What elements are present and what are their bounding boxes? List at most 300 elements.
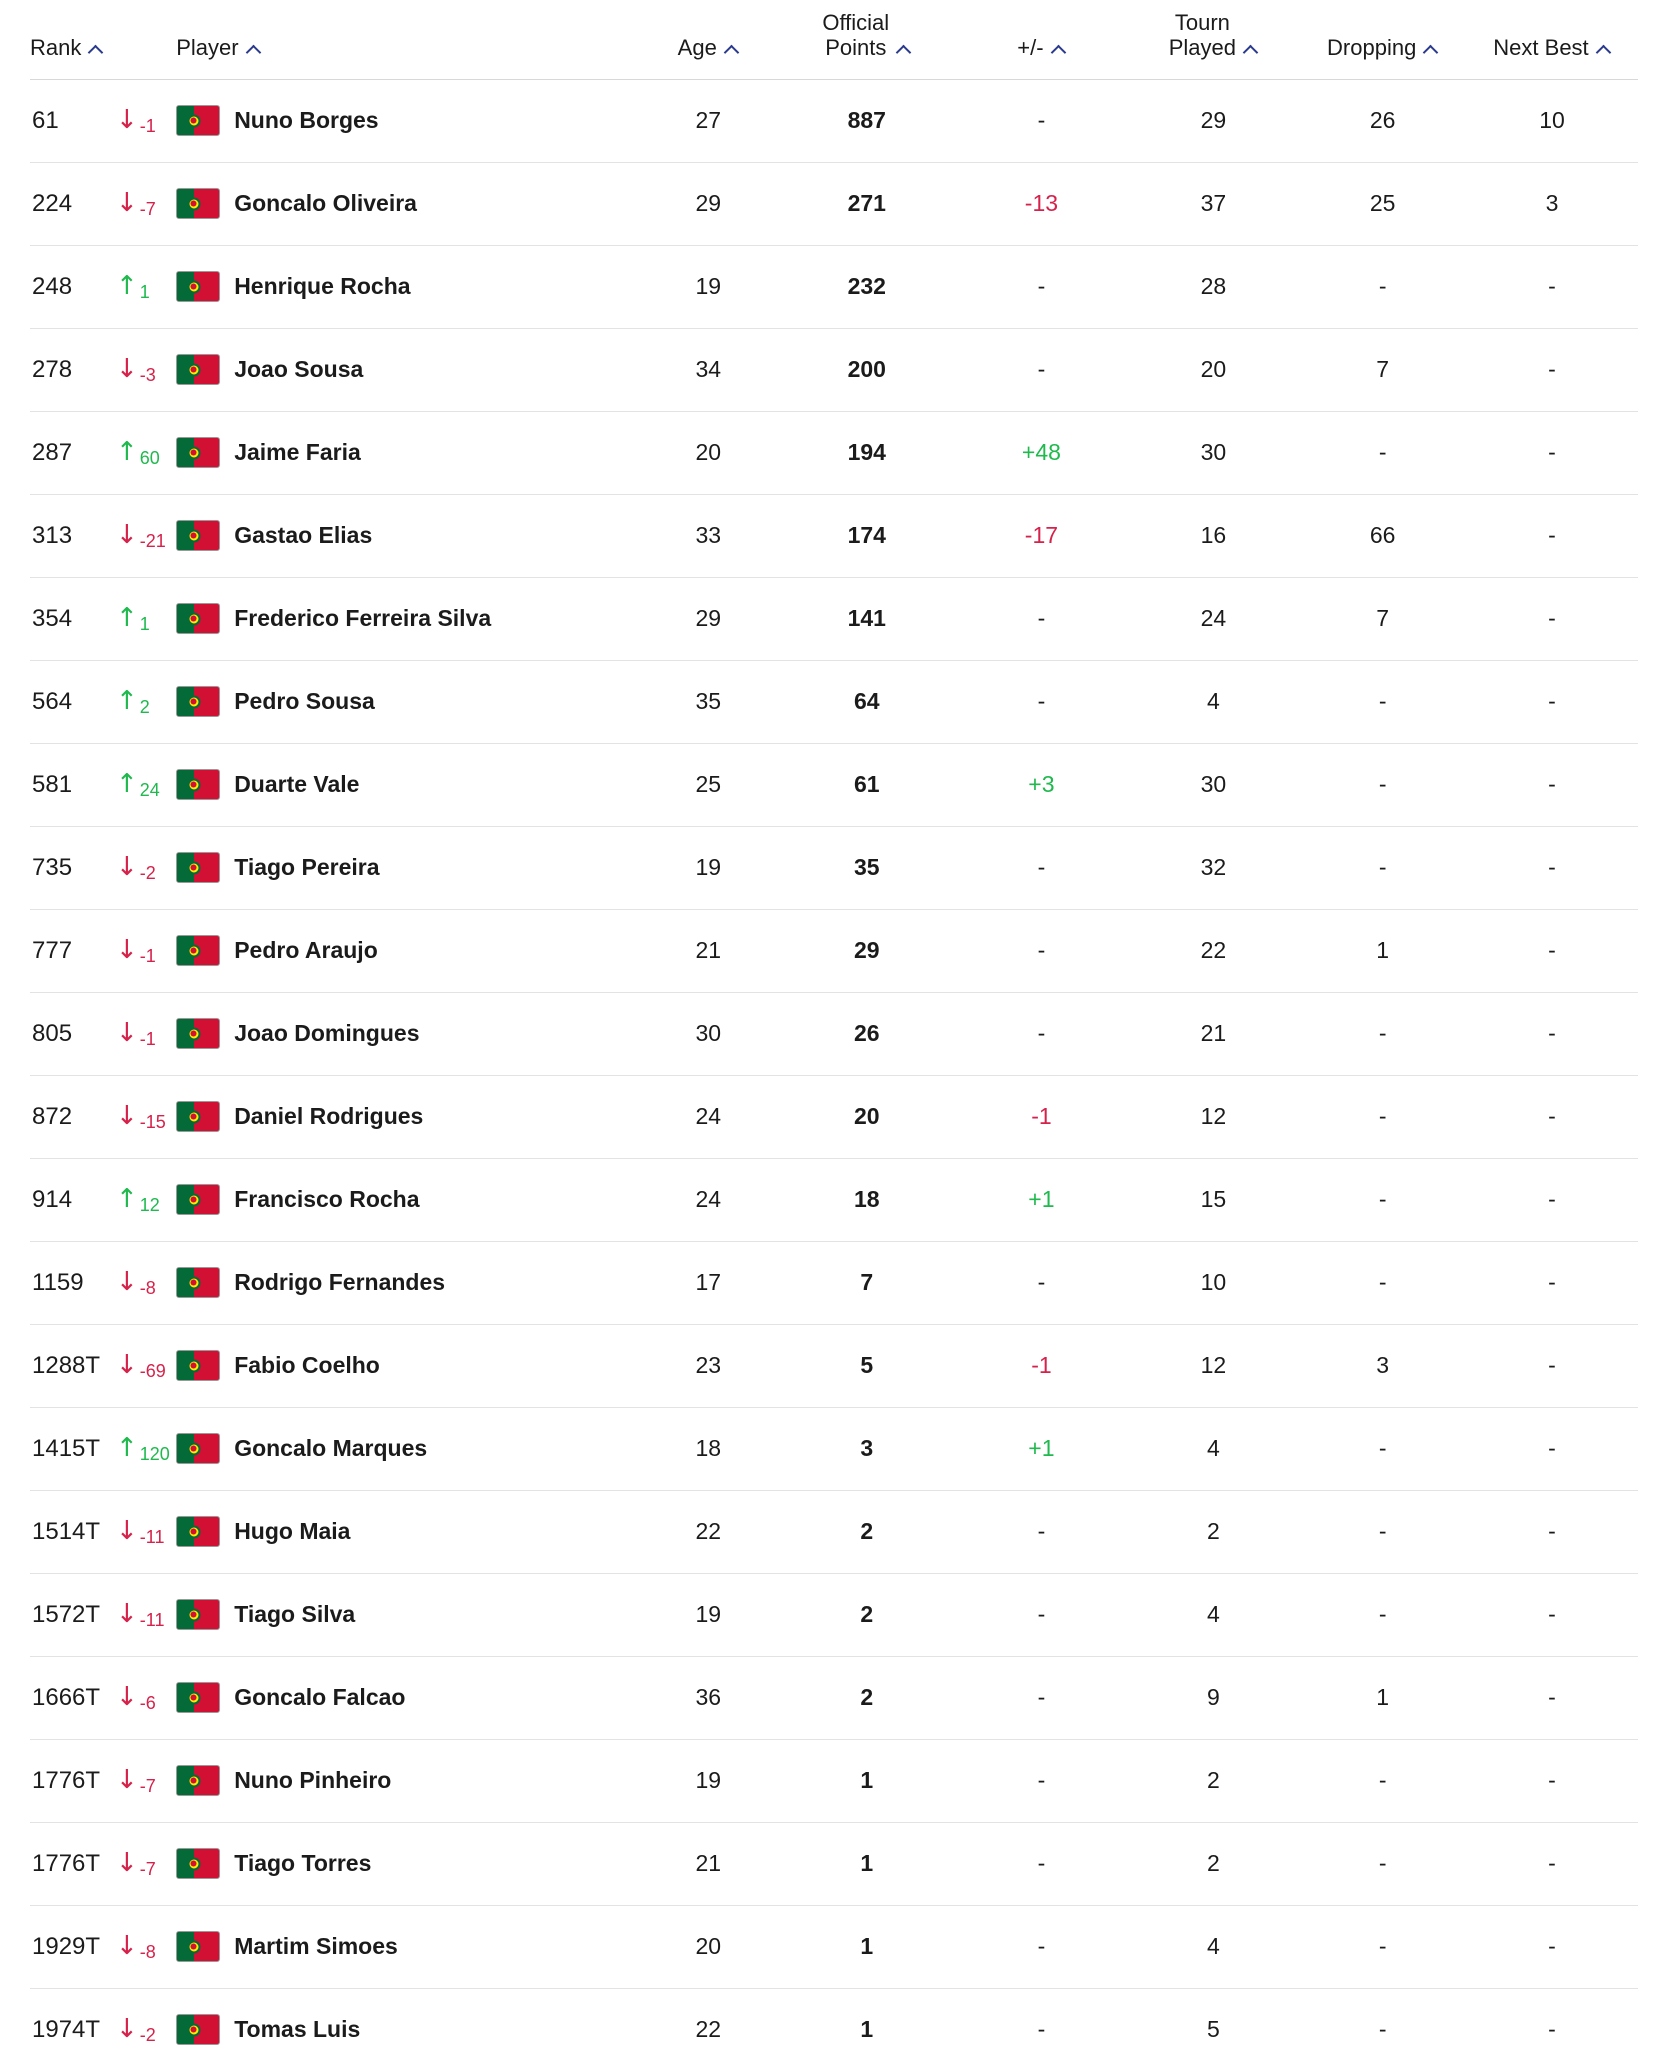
cell-player[interactable] — [176, 1241, 638, 1324]
player-name[interactable]: Rodrigo Fernandes — [234, 1269, 446, 1296]
rank-movement-value: -1 — [139, 945, 156, 966]
player-name[interactable]: Pedro Araujo — [234, 937, 378, 964]
cell-player[interactable] — [176, 1905, 638, 1988]
cell-rank-movement — [116, 1490, 176, 1573]
cell-rank-movement — [116, 743, 176, 826]
table-row[interactable] — [30, 162, 1638, 245]
cell-player[interactable] — [176, 1739, 638, 1822]
cell-age: 21 — [695, 937, 722, 964]
cell-rank: 224 — [32, 189, 73, 217]
cell-next-best: - — [1548, 1601, 1556, 1628]
cell-official-points: 29 — [853, 937, 880, 964]
cell-dropping: - — [1378, 439, 1387, 466]
cell-plus-minus — [955, 1158, 1127, 1241]
rank-down-arrow-icon: ↓ — [115, 1018, 138, 1049]
cell-player[interactable] — [176, 328, 638, 411]
cell-next-best: - — [1548, 1850, 1556, 1877]
column-header-dropping-label: Dropping — [1327, 35, 1417, 61]
rank-movement-value: 1 — [139, 613, 150, 634]
cell-age: 36 — [695, 1684, 722, 1711]
cell-dropping: - — [1378, 1933, 1387, 1960]
column-header-dropping[interactable] — [1299, 0, 1466, 79]
cell-rank: 1974T — [32, 2015, 101, 2043]
plus-minus-value: - — [1037, 605, 1046, 632]
cell-dropping: - — [1378, 1103, 1387, 1130]
cell-tourn-played: 4 — [1206, 1435, 1220, 1462]
cell-official-points: 61 — [853, 771, 880, 798]
cell-tourn-played: 16 — [1200, 522, 1227, 549]
cell-rank-movement — [116, 1324, 176, 1407]
cell-age: 18 — [695, 1435, 722, 1462]
table-row[interactable] — [30, 743, 1638, 826]
sort-chevron-up-icon[interactable] — [897, 43, 911, 57]
cell-plus-minus — [955, 411, 1127, 494]
rank-movement-value: 12 — [139, 1194, 160, 1215]
rank-down-arrow-icon: ↓ — [115, 1931, 138, 1962]
player-name[interactable]: Henrique Rocha — [234, 273, 411, 300]
portugal-flag-icon — [176, 1101, 220, 1132]
rank-movement-value: -8 — [139, 1277, 156, 1298]
portugal-flag-icon — [176, 2014, 220, 2045]
rank-up-arrow-icon: ↑ — [115, 271, 138, 302]
cell-official-points: 5 — [860, 1352, 874, 1379]
cell-tourn-played: 4 — [1206, 1601, 1220, 1628]
table-row[interactable] — [30, 494, 1638, 577]
rank-movement-value: -6 — [139, 1692, 156, 1713]
rank-movement-value: 60 — [139, 447, 160, 468]
cell-plus-minus — [955, 79, 1127, 162]
column-header-next-best-label: Next Best — [1493, 35, 1589, 61]
cell-age: 25 — [695, 771, 722, 798]
rank-up-arrow-icon: ↑ — [115, 769, 138, 800]
column-header-age-label: Age — [677, 35, 717, 61]
cell-next-best: - — [1548, 1767, 1556, 1794]
cell-age: 19 — [695, 1767, 722, 1794]
cell-plus-minus — [955, 328, 1127, 411]
player-name[interactable]: Tomas Luis — [234, 2016, 361, 2043]
table-header — [30, 0, 1638, 79]
sort-chevron-up-icon[interactable] — [725, 43, 739, 57]
cell-age: 19 — [695, 854, 722, 881]
cell-rank-movement — [116, 494, 176, 577]
cell-next-best: 3 — [1545, 190, 1559, 217]
table-row[interactable] — [30, 826, 1638, 909]
cell-dropping: - — [1378, 1435, 1387, 1462]
cell-tourn-played: 4 — [1206, 688, 1220, 715]
cell-age: 29 — [695, 190, 722, 217]
plus-minus-value: - — [1037, 273, 1046, 300]
rank-up-arrow-icon: ↑ — [115, 686, 138, 717]
player-rankings-table — [30, 0, 1638, 2071]
cell-dropping: 7 — [1376, 605, 1390, 632]
table-row[interactable] — [30, 577, 1638, 660]
cell-rank-movement — [116, 1158, 176, 1241]
cell-next-best: - — [1548, 522, 1556, 549]
rank-movement-value: -1 — [139, 1028, 156, 1049]
cell-dropping: 7 — [1376, 356, 1390, 383]
cell-rank: 278 — [32, 355, 73, 383]
cell-official-points: 887 — [847, 107, 886, 134]
plus-minus-value: - — [1037, 1933, 1046, 1960]
player-name[interactable]: Goncalo Falcao — [234, 1684, 406, 1711]
cell-age: 27 — [695, 107, 722, 134]
table-row[interactable] — [30, 1158, 1638, 1241]
sort-chevron-up-icon[interactable] — [1597, 43, 1611, 57]
table-row[interactable] — [30, 992, 1638, 1075]
plus-minus-value: - — [1037, 1601, 1046, 1628]
cell-player[interactable] — [176, 1988, 638, 2071]
cell-age: 21 — [695, 1850, 722, 1877]
cell-age: 23 — [695, 1352, 722, 1379]
cell-age: 22 — [695, 2016, 722, 2043]
sort-chevron-up-icon[interactable] — [1424, 43, 1438, 57]
cell-age: 34 — [695, 356, 722, 383]
cell-rank: 1288T — [32, 1351, 101, 1379]
cell-tourn-played: 21 — [1200, 1020, 1227, 1047]
portugal-flag-icon — [176, 354, 220, 385]
cell-official-points: 64 — [853, 688, 880, 715]
cell-age: 29 — [695, 605, 722, 632]
rank-down-arrow-icon: ↓ — [115, 1765, 138, 1796]
player-name[interactable]: Joao Domingues — [234, 1020, 420, 1047]
cell-dropping: - — [1378, 854, 1387, 881]
sort-chevron-up-icon[interactable] — [1052, 43, 1066, 57]
cell-plus-minus — [955, 1241, 1127, 1324]
player-name[interactable]: Tiago Pereira — [234, 854, 380, 881]
plus-minus-value: - — [1037, 688, 1046, 715]
cell-tourn-played: 37 — [1200, 190, 1227, 217]
cell-player[interactable] — [176, 826, 638, 909]
portugal-flag-icon — [176, 1599, 220, 1630]
plus-minus-value: +1 — [1028, 1186, 1055, 1213]
cell-player[interactable] — [176, 1573, 638, 1656]
cell-player[interactable] — [176, 577, 638, 660]
cell-official-points: 1 — [860, 2016, 874, 2043]
player-name[interactable]: Tiago Silva — [234, 1601, 356, 1628]
cell-rank: 1666T — [32, 1683, 101, 1711]
plus-minus-value: -17 — [1024, 522, 1059, 549]
rank-down-arrow-icon: ↓ — [115, 354, 138, 385]
cell-tourn-played: 2 — [1206, 1767, 1220, 1794]
player-name[interactable]: Pedro Sousa — [234, 688, 375, 715]
cell-plus-minus — [955, 1490, 1127, 1573]
cell-player[interactable] — [176, 162, 638, 245]
portugal-flag-icon — [176, 1516, 220, 1547]
cell-age: 17 — [695, 1269, 722, 1296]
cell-next-best: - — [1548, 688, 1556, 715]
cell-rank-movement — [116, 245, 176, 328]
sort-chevron-up-icon[interactable] — [1244, 43, 1258, 57]
cell-plus-minus — [955, 1407, 1127, 1490]
cell-player[interactable] — [176, 1324, 638, 1407]
portugal-flag-icon — [176, 1350, 220, 1381]
cell-plus-minus — [955, 909, 1127, 992]
cell-next-best: - — [1548, 771, 1556, 798]
rank-up-arrow-icon: ↑ — [115, 1184, 138, 1215]
cell-dropping: 3 — [1376, 1352, 1390, 1379]
cell-rank: 735 — [32, 853, 73, 881]
table-row[interactable] — [30, 909, 1638, 992]
cell-next-best: - — [1548, 2016, 1556, 2043]
cell-age: 24 — [695, 1186, 722, 1213]
cell-tourn-played: 2 — [1206, 1518, 1220, 1545]
official-points-line2: Points — [825, 35, 887, 61]
cell-rank-movement — [116, 577, 176, 660]
table-row[interactable] — [30, 1573, 1638, 1656]
cell-next-best: - — [1548, 1352, 1556, 1379]
cell-next-best: - — [1548, 439, 1556, 466]
column-header-official-points-label — [822, 10, 889, 61]
cell-tourn-played: 30 — [1200, 439, 1227, 466]
table-row[interactable] — [30, 1324, 1638, 1407]
table-row[interactable] — [30, 1988, 1638, 2071]
cell-tourn-played: 28 — [1200, 273, 1227, 300]
cell-tourn-played: 30 — [1200, 771, 1227, 798]
player-name[interactable]: Nuno Borges — [234, 107, 379, 134]
table-row[interactable] — [30, 1407, 1638, 1490]
plus-minus-value: - — [1037, 356, 1046, 383]
cell-player[interactable] — [176, 1075, 638, 1158]
column-header-tourn-played[interactable] — [1127, 0, 1299, 79]
cell-tourn-played: 4 — [1206, 1933, 1220, 1960]
cell-rank: 777 — [32, 936, 73, 964]
cell-rank: 1514T — [32, 1517, 101, 1545]
player-name[interactable]: Goncalo Marques — [234, 1435, 428, 1462]
cell-official-points: 200 — [847, 356, 886, 383]
cell-official-points: 1 — [860, 1933, 874, 1960]
cell-dropping: - — [1378, 1186, 1387, 1213]
cell-player[interactable] — [176, 743, 638, 826]
cell-tourn-played: 9 — [1206, 1684, 1220, 1711]
cell-rank-movement — [116, 162, 176, 245]
player-name[interactable]: Nuno Pinheiro — [234, 1767, 392, 1794]
cell-tourn-played: 15 — [1200, 1186, 1227, 1213]
portugal-flag-icon — [176, 935, 220, 966]
rank-down-arrow-icon: ↓ — [115, 935, 138, 966]
rank-movement-value: 24 — [139, 779, 160, 800]
cell-plus-minus — [955, 1905, 1127, 1988]
column-header-official-points[interactable] — [778, 0, 955, 79]
table-row[interactable] — [30, 328, 1638, 411]
player-name[interactable]: Duarte Vale — [234, 771, 360, 798]
table-row[interactable] — [30, 411, 1638, 494]
player-name[interactable]: Martim Simoes — [234, 1933, 398, 1960]
cell-player[interactable] — [176, 411, 638, 494]
cell-official-points: 18 — [853, 1186, 880, 1213]
rank-down-arrow-icon: ↓ — [115, 2014, 138, 2045]
table-row[interactable] — [30, 1490, 1638, 1573]
cell-rank-movement — [116, 1075, 176, 1158]
column-header-player[interactable] — [176, 0, 638, 79]
player-name[interactable]: Fabio Coelho — [234, 1352, 380, 1379]
portugal-flag-icon — [176, 1433, 220, 1464]
cell-player[interactable] — [176, 992, 638, 1075]
plus-minus-value: -1 — [1031, 1103, 1052, 1130]
player-name[interactable]: Goncalo Oliveira — [234, 190, 417, 217]
tourn-played-line2: Played — [1168, 35, 1237, 61]
cell-tourn-played: 12 — [1200, 1352, 1227, 1379]
cell-rank-movement — [116, 328, 176, 411]
rank-movement-value: -3 — [139, 364, 156, 385]
official-points-line1: Official — [822, 10, 890, 35]
column-header-tourn-played-label — [1169, 10, 1236, 61]
cell-player[interactable] — [176, 660, 638, 743]
sort-chevron-up-icon[interactable] — [247, 43, 261, 57]
cell-tourn-played: 5 — [1206, 2016, 1220, 2043]
table-row[interactable] — [30, 1905, 1638, 1988]
plus-minus-value: - — [1037, 2016, 1046, 2043]
portugal-flag-icon — [176, 1765, 220, 1796]
cell-official-points: 2 — [860, 1601, 874, 1628]
column-header-plus-minus-label: +/- — [1017, 35, 1044, 61]
cell-official-points: 35 — [853, 854, 880, 881]
cell-player[interactable] — [176, 245, 638, 328]
portugal-flag-icon — [176, 437, 220, 468]
table-row[interactable] — [30, 1739, 1638, 1822]
cell-age: 19 — [695, 1601, 722, 1628]
table-row[interactable] — [30, 1656, 1638, 1739]
column-header-rank[interactable] — [30, 0, 176, 79]
rank-down-arrow-icon: ↓ — [115, 1101, 138, 1132]
cell-dropping: 66 — [1369, 522, 1396, 549]
cell-player[interactable] — [176, 909, 638, 992]
cell-rank: 1776T — [32, 1849, 101, 1877]
table-row[interactable] — [30, 245, 1638, 328]
cell-tourn-played: 24 — [1200, 605, 1227, 632]
cell-rank: 287 — [32, 438, 73, 466]
table-row[interactable] — [30, 1822, 1638, 1905]
rank-movement-value: -1 — [139, 115, 156, 136]
column-header-next-best[interactable] — [1466, 0, 1638, 79]
player-name[interactable]: Francisco Rocha — [234, 1186, 420, 1213]
player-name[interactable]: Gastao Elias — [234, 522, 373, 549]
cell-rank: 564 — [32, 687, 73, 715]
cell-dropping: 1 — [1376, 1684, 1390, 1711]
plus-minus-value: - — [1037, 1269, 1046, 1296]
rank-movement-value: -69 — [139, 1360, 166, 1381]
cell-rank-movement — [116, 1822, 176, 1905]
cell-next-best: - — [1548, 1933, 1556, 1960]
cell-plus-minus — [955, 992, 1127, 1075]
cell-official-points: 271 — [847, 190, 886, 217]
portugal-flag-icon — [176, 188, 220, 219]
cell-rank: 313 — [32, 521, 73, 549]
cell-official-points: 232 — [847, 273, 886, 300]
cell-plus-minus — [955, 1324, 1127, 1407]
cell-plus-minus — [955, 577, 1127, 660]
cell-rank-movement — [116, 992, 176, 1075]
cell-next-best: 10 — [1539, 107, 1565, 134]
plus-minus-value: - — [1037, 1767, 1046, 1794]
rank-movement-value: -7 — [139, 1775, 156, 1796]
player-name[interactable]: Daniel Rodrigues — [234, 1103, 424, 1130]
cell-dropping: 1 — [1376, 937, 1390, 964]
rank-down-arrow-icon: ↓ — [115, 1599, 138, 1630]
cell-tourn-played: 10 — [1200, 1269, 1227, 1296]
cell-next-best: - — [1548, 1020, 1556, 1047]
cell-dropping: - — [1378, 1850, 1387, 1877]
cell-player[interactable] — [176, 1490, 638, 1573]
column-header-plus-minus[interactable] — [955, 0, 1127, 79]
rank-down-arrow-icon: ↓ — [115, 1267, 138, 1298]
cell-rank-movement — [116, 1988, 176, 2071]
cell-official-points: 2 — [860, 1684, 874, 1711]
plus-minus-value: - — [1037, 107, 1046, 134]
table-row[interactable] — [30, 1075, 1638, 1158]
player-name[interactable]: Jaime Faria — [234, 439, 361, 466]
column-header-age[interactable] — [638, 0, 778, 79]
player-name[interactable]: Tiago Torres — [234, 1850, 372, 1877]
cell-player[interactable] — [176, 1158, 638, 1241]
player-name[interactable]: Frederico Ferreira Silva — [234, 605, 492, 632]
cell-rank: 805 — [32, 1019, 73, 1047]
portugal-flag-icon — [176, 852, 220, 883]
cell-rank-movement — [116, 660, 176, 743]
cell-dropping: - — [1378, 1767, 1387, 1794]
sort-chevron-up-icon[interactable] — [89, 43, 103, 57]
cell-rank-movement — [116, 1656, 176, 1739]
plus-minus-value: -1 — [1031, 1352, 1052, 1379]
rank-down-arrow-icon: ↓ — [115, 188, 138, 219]
cell-plus-minus — [955, 245, 1127, 328]
portugal-flag-icon — [176, 769, 220, 800]
cell-plus-minus — [955, 826, 1127, 909]
cell-official-points: 2 — [860, 1518, 874, 1545]
cell-tourn-played: 12 — [1200, 1103, 1227, 1130]
cell-player[interactable] — [176, 1656, 638, 1739]
player-name[interactable]: Hugo Maia — [234, 1518, 351, 1545]
cell-plus-minus — [955, 1656, 1127, 1739]
cell-rank: 1929T — [32, 1932, 101, 1960]
cell-next-best: - — [1548, 1103, 1556, 1130]
table-row[interactable] — [30, 660, 1638, 743]
player-name[interactable]: Joao Sousa — [234, 356, 364, 383]
cell-rank-movement — [116, 411, 176, 494]
rank-movement-value: -2 — [139, 2024, 156, 2045]
cell-player[interactable] — [176, 494, 638, 577]
cell-next-best: - — [1548, 1435, 1556, 1462]
cell-player[interactable] — [176, 1407, 638, 1490]
cell-next-best: - — [1548, 1518, 1556, 1545]
plus-minus-value: - — [1037, 1684, 1046, 1711]
cell-next-best: - — [1548, 1684, 1556, 1711]
portugal-flag-icon — [176, 1267, 220, 1298]
cell-next-best: - — [1548, 1186, 1556, 1213]
cell-next-best: - — [1548, 605, 1556, 632]
rank-movement-value: -8 — [139, 1941, 156, 1962]
cell-plus-minus — [955, 1822, 1127, 1905]
rank-down-arrow-icon: ↓ — [115, 1848, 138, 1879]
plus-minus-value: +1 — [1028, 1435, 1055, 1462]
rank-movement-value: 2 — [139, 696, 150, 717]
cell-tourn-played: 29 — [1200, 107, 1227, 134]
cell-plus-minus — [955, 1988, 1127, 2071]
cell-next-best: - — [1548, 1269, 1556, 1296]
cell-plus-minus — [955, 1739, 1127, 1822]
table-body — [30, 79, 1638, 2071]
cell-player[interactable] — [176, 1822, 638, 1905]
cell-dropping: - — [1378, 771, 1387, 798]
table-row[interactable] — [30, 79, 1638, 162]
rank-up-arrow-icon: ↑ — [115, 437, 138, 468]
cell-rank-movement — [116, 1739, 176, 1822]
table-row[interactable] — [30, 1241, 1638, 1324]
plus-minus-value: - — [1037, 937, 1046, 964]
cell-official-points: 26 — [853, 1020, 880, 1047]
cell-age: 24 — [695, 1103, 722, 1130]
cell-player[interactable] — [176, 79, 638, 162]
rank-movement-value: 1 — [139, 281, 150, 302]
